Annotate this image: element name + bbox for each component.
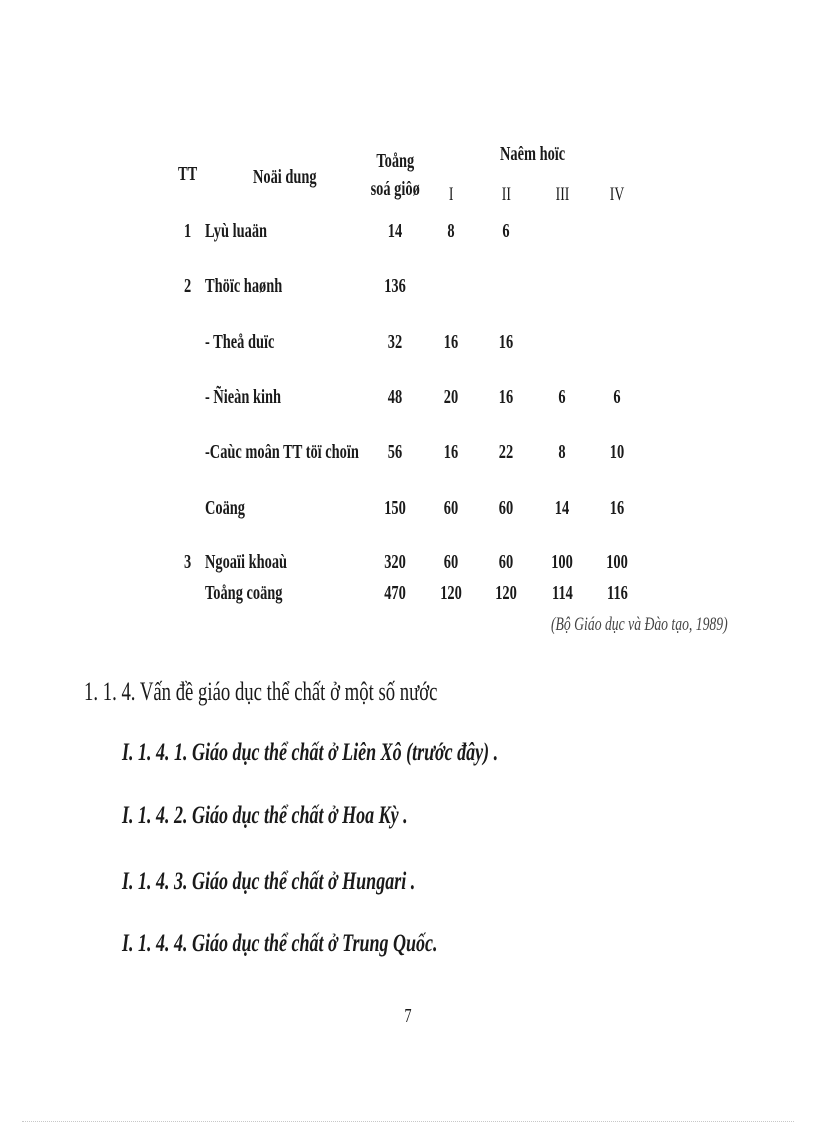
header-year-2: II: [501, 184, 511, 205]
row-year-2: 120: [495, 582, 517, 604]
row-year-2: 22: [498, 441, 514, 463]
row-year-4: 16: [609, 497, 625, 519]
subsection-heading: I. 1. 4. 2. Giáo dục thể chất ở Hoa Kỳ .: [122, 802, 408, 829]
row-year-4: [587, 331, 647, 353]
row-total: 48: [387, 386, 403, 408]
row-content: Lyù luaän: [205, 220, 268, 242]
subsection-heading: I. 1. 4. 1. Giáo dục thể chất ở Liên Xô (trước đây) .: [122, 739, 499, 766]
subsection-heading: I. 1. 4. 3. Giáo dục thể chất ở Hungari .: [122, 868, 416, 895]
row-total: 56: [387, 441, 403, 463]
row-year-1: 120: [440, 582, 462, 604]
row-total: 136: [384, 275, 406, 297]
row-tt: 1: [184, 220, 192, 242]
row-content: - Ñieàn kinh: [205, 386, 282, 408]
row-content: -Caùc moân TT töï choïn: [205, 441, 359, 463]
row-year-4: 100: [606, 551, 628, 573]
header-year-4: IV: [609, 184, 625, 205]
page-number: 7: [404, 1005, 412, 1027]
row-year-1: 16: [443, 331, 459, 353]
table-source: (Bộ Giáo dục và Đào tạo, 1989): [551, 614, 728, 635]
row-year-1: 60: [443, 551, 459, 573]
row-year-2: 6: [502, 220, 510, 242]
page-footer-divider: [22, 1121, 794, 1122]
row-year-1: 20: [443, 386, 459, 408]
subsection-heading: I. 1. 4. 4. Giáo dục thể chất ở Trung Quốc.: [122, 930, 438, 957]
row-total: 14: [387, 220, 403, 242]
header-content: Noäi dung: [253, 166, 317, 188]
row-year-2: [476, 275, 536, 297]
row-year-4: [587, 220, 647, 242]
row-year-3: 114: [551, 582, 573, 604]
row-year-4: [587, 275, 647, 297]
row-content: Toång coäng: [205, 582, 283, 604]
header-years: Naêm hoïc: [500, 143, 566, 165]
row-year-3: 6: [558, 386, 566, 408]
row-year-2: 60: [498, 551, 514, 573]
header-tt: TT: [178, 163, 198, 185]
row-year-4: 10: [609, 441, 625, 463]
row-total: 320: [384, 551, 406, 573]
row-year-2: 16: [498, 386, 514, 408]
row-content: - Theå duïc: [205, 331, 275, 353]
header-total-line1: Toång: [376, 150, 414, 172]
row-tt: 3: [184, 551, 192, 573]
row-year-3: [532, 220, 592, 242]
row-year-1: 16: [443, 441, 459, 463]
row-year-3: 14: [554, 497, 570, 519]
row-year-2: 60: [498, 497, 514, 519]
row-year-4: 116: [606, 582, 628, 604]
header-year-3: III: [555, 184, 569, 205]
row-content: Coäng: [205, 497, 246, 519]
row-total: 32: [387, 331, 403, 353]
row-year-3: 100: [551, 551, 573, 573]
row-total: 470: [384, 582, 406, 604]
row-content: Thöïc haønh: [205, 275, 283, 297]
row-year-3: 8: [558, 441, 566, 463]
row-year-1: [421, 275, 481, 297]
row-year-1: 8: [447, 220, 455, 242]
row-year-4: 6: [613, 386, 621, 408]
row-year-2: 16: [498, 331, 514, 353]
row-year-1: 60: [443, 497, 459, 519]
row-year-3: [532, 275, 592, 297]
row-year-3: [532, 331, 592, 353]
row-tt: 2: [184, 275, 192, 297]
header-total-line2: soá giôø: [370, 178, 420, 200]
row-content: Ngoaïi khoaù: [205, 551, 288, 573]
section-heading: 1. 1. 4. Vấn đề giáo dục thể chất ở một số nước: [84, 677, 438, 706]
row-total: 150: [384, 497, 406, 519]
header-year-1: I: [448, 184, 454, 205]
